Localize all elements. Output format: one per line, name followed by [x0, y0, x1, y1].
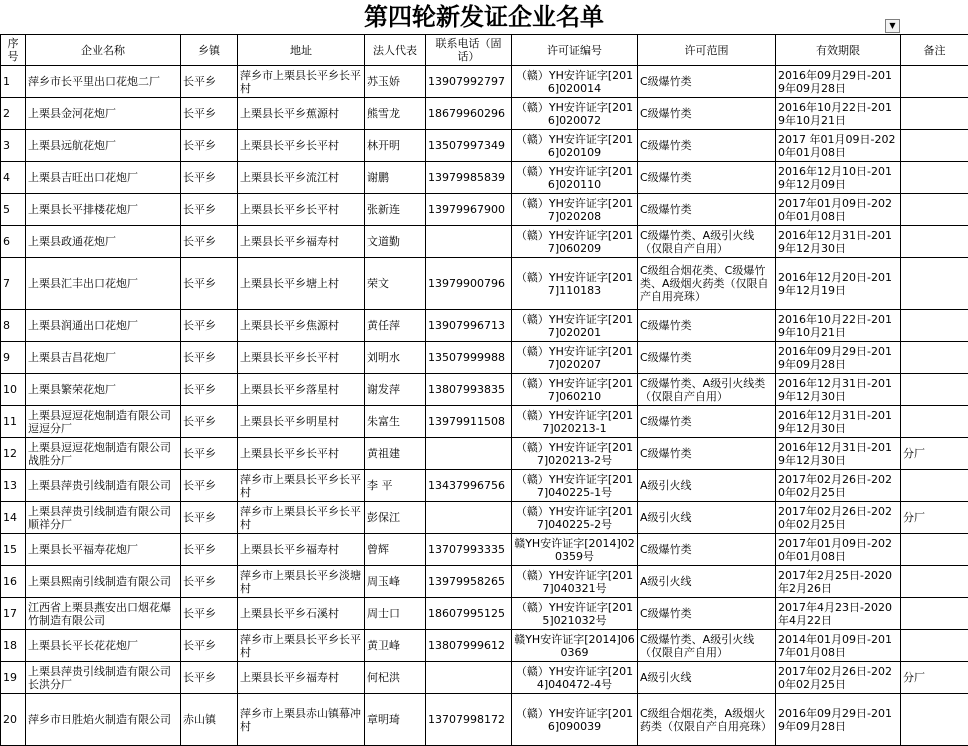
cell-phone[interactable]: 13979900796 — [426, 258, 512, 310]
cell-address[interactable]: 上栗县长平乡石溪村 — [238, 598, 365, 630]
cell-company-name[interactable]: 上栗县远航花炮厂 — [26, 130, 181, 162]
cell-company-name[interactable]: 上栗县金河花炮厂 — [26, 98, 181, 130]
header-rep[interactable]: 法人代表 — [365, 35, 426, 66]
chevron-down-icon: ▼ — [889, 21, 896, 30]
cell-license-no[interactable]: （赣）YH安许证字[2016]090039 — [512, 694, 638, 746]
cell-address[interactable]: 上栗县长平乡焦源村 — [238, 310, 365, 342]
cell-town[interactable]: 长平乡 — [181, 438, 238, 470]
cell-license-no[interactable]: （赣）YH安许证字[2016]020014 — [512, 66, 638, 98]
cell-address[interactable]: 上栗县长平乡长平村 — [238, 438, 365, 470]
cell-address[interactable]: 萍乡市上栗县长平乡淡塘村 — [238, 566, 365, 598]
cell-company-name[interactable]: 上栗县萍贵引线制造有限公司顺祥分厂 — [26, 502, 181, 534]
cell-note[interactable]: 分厂 — [901, 662, 968, 694]
cell-address[interactable]: 萍乡市上栗县长平乡长平村 — [238, 502, 365, 534]
cell-company-name[interactable]: 上栗县熙南引线制造有限公司 — [26, 566, 181, 598]
cell-valid-period[interactable]: 2016年12月10日-2019年12月09日 — [776, 162, 901, 194]
cell-company-name[interactable]: 萍乡市日胜焰火制造有限公司 — [26, 694, 181, 746]
cell-address[interactable]: 萍乡市上栗县长平乡长平村 — [238, 470, 365, 502]
cell-phone[interactable]: 18679960296 — [426, 98, 512, 130]
cell-license-no[interactable]: （赣）YH安许证字[2017]020213-2号 — [512, 438, 638, 470]
cell-license-no[interactable]: （赣）YH安许证字[2016]020072 — [512, 98, 638, 130]
cell-town[interactable]: 长平乡 — [181, 406, 238, 438]
cell-valid-period[interactable]: 2016年12月31日-2019年12月30日 — [776, 438, 901, 470]
table-row — [1, 310, 968, 342]
cell-phone[interactable]: 18607995125 — [426, 598, 512, 630]
cell-company-name[interactable]: 萍乡市长平里出口花炮二厂 — [26, 66, 181, 98]
cell-town[interactable]: 长平乡 — [181, 534, 238, 566]
cell-note[interactable] — [901, 66, 968, 98]
cell-legal-rep[interactable]: 谢发萍 — [365, 374, 426, 406]
cell-valid-period[interactable]: 2016年10月22日-2019年10月21日 — [776, 98, 901, 130]
cell-note[interactable]: 分厂 — [901, 502, 968, 534]
cell-company-name[interactable]: 上栗县逗逗花炮制造有限公司战胜分厂 — [26, 438, 181, 470]
cell-town[interactable]: 长平乡 — [181, 374, 238, 406]
cell-town[interactable]: 长平乡 — [181, 98, 238, 130]
cell-no[interactable]: 8 — [1, 310, 26, 342]
cell-phone[interactable] — [426, 662, 512, 694]
header-phone[interactable]: 联系电话（固话） — [426, 35, 512, 66]
cell-no[interactable]: 5 — [1, 194, 26, 226]
cell-no[interactable]: 4 — [1, 162, 26, 194]
header-address[interactable]: 地址 — [238, 35, 365, 66]
cell-town[interactable]: 长平乡 — [181, 66, 238, 98]
cell-legal-rep[interactable]: 周士口 — [365, 598, 426, 630]
table-row — [1, 130, 968, 162]
cell-company-name[interactable]: 江西省上栗县燕安出口烟花爆竹制造有限公司 — [26, 598, 181, 630]
cell-license-no[interactable]: （赣）YH安许证字[2017]040225-2号 — [512, 502, 638, 534]
table-row — [1, 470, 968, 502]
cell-town[interactable]: 长平乡 — [181, 630, 238, 662]
cell-license-no[interactable]: （赣）YH安许证字[2017]060210 — [512, 374, 638, 406]
cell-phone[interactable]: 13807993835 — [426, 374, 512, 406]
cell-note[interactable] — [901, 534, 968, 566]
cell-legal-rep[interactable]: 谢鹏 — [365, 162, 426, 194]
cell-no[interactable]: 13 — [1, 470, 26, 502]
table-row — [1, 66, 968, 98]
cell-license-no[interactable]: （赣）YH安许证字[2017]110183 — [512, 258, 638, 310]
cell-license-scope[interactable]: C级爆竹类 — [638, 310, 776, 342]
cell-license-no[interactable]: （赣）YH安许证字[2017]020201 — [512, 310, 638, 342]
cell-license-no[interactable]: （赣）YH安许证字[2017]020207 — [512, 342, 638, 374]
cell-phone[interactable]: 13437996756 — [426, 470, 512, 502]
cell-no[interactable]: 14 — [1, 502, 26, 534]
cell-note[interactable] — [901, 694, 968, 746]
cell-valid-period[interactable]: 2017年01月09日-2020年01月08日 — [776, 534, 901, 566]
header-name[interactable]: 企业名称 — [26, 35, 181, 66]
cell-note[interactable] — [901, 598, 968, 630]
cell-note[interactable] — [901, 566, 968, 598]
cell-legal-rep[interactable]: 荣文 — [365, 258, 426, 310]
cell-legal-rep[interactable]: 曾辉 — [365, 534, 426, 566]
cell-license-no[interactable]: 赣YH安许证字[2014]020359号 — [512, 534, 638, 566]
cell-address[interactable]: 上栗县长平乡长平村 — [238, 130, 365, 162]
table-row — [1, 258, 968, 310]
cell-company-name[interactable]: 上栗县繁荣花炮厂 — [26, 374, 181, 406]
cell-phone[interactable]: 13507999988 — [426, 342, 512, 374]
cell-legal-rep[interactable]: 周玉峰 — [365, 566, 426, 598]
cell-phone[interactable]: 13807999612 — [426, 630, 512, 662]
header-no[interactable]: 序号 — [1, 35, 26, 66]
cell-legal-rep[interactable]: 何杞洪 — [365, 662, 426, 694]
cell-license-no[interactable]: （赣）YH安许证字[2017]020213-1 — [512, 406, 638, 438]
cell-valid-period[interactable]: 2016年12月31日-2019年12月30日 — [776, 374, 901, 406]
cell-phone[interactable] — [426, 438, 512, 470]
cell-note[interactable] — [901, 630, 968, 662]
cell-no[interactable]: 17 — [1, 598, 26, 630]
cell-phone[interactable]: 13507997349 — [426, 130, 512, 162]
cell-town[interactable]: 长平乡 — [181, 162, 238, 194]
header-town[interactable]: 乡镇 — [181, 35, 238, 66]
cell-address[interactable]: 上栗县长平乡落星村 — [238, 374, 365, 406]
company-table — [0, 34, 968, 746]
cell-license-no[interactable]: （赣）YH安许证字[2015]021032号 — [512, 598, 638, 630]
cell-company-name[interactable]: 上栗县萍贵引线制造有限公司 — [26, 470, 181, 502]
cell-valid-period[interactable]: 2016年09月29日-2019年09月28日 — [776, 342, 901, 374]
cell-phone[interactable]: 13979911508 — [426, 406, 512, 438]
cell-license-scope[interactable]: C级爆竹类 — [638, 534, 776, 566]
cell-legal-rep[interactable]: 李 平 — [365, 470, 426, 502]
cell-note[interactable] — [901, 342, 968, 374]
cell-note[interactable]: 分厂 — [901, 438, 968, 470]
cell-license-scope[interactable]: C级组合烟花类、C级爆竹类、A级烟火药类（仅限自产自用亮珠） — [638, 258, 776, 310]
cell-license-scope[interactable]: C级爆竹类 — [638, 406, 776, 438]
cell-license-scope[interactable]: C级爆竹类 — [638, 130, 776, 162]
cell-company-name[interactable]: 上栗县润通出口花炮厂 — [26, 310, 181, 342]
cell-legal-rep[interactable]: 熊雪龙 — [365, 98, 426, 130]
cell-license-scope[interactable]: C级爆竹类、A级引火线（仅限自产自用） — [638, 226, 776, 258]
cell-address[interactable]: 上栗县长平乡塘上村 — [238, 258, 365, 310]
sheet-title: 第四轮新发证企业名单 — [364, 2, 604, 31]
cell-legal-rep[interactable]: 张新连 — [365, 194, 426, 226]
cell-license-scope[interactable]: C级爆竹类 — [638, 194, 776, 226]
cell-address[interactable]: 萍乡市上栗县长平乡长平村 — [238, 630, 365, 662]
cell-phone[interactable]: 13707998172 — [426, 694, 512, 746]
cell-note[interactable] — [901, 470, 968, 502]
table-row — [1, 662, 968, 694]
cell-legal-rep[interactable]: 章明琦 — [365, 694, 426, 746]
cell-company-name[interactable]: 上栗县汇丰出口花炮厂 — [26, 258, 181, 310]
cell-valid-period[interactable]: 2017年02月26日-2020年02月25日 — [776, 470, 901, 502]
header-period[interactable]: 有效期限 — [776, 35, 901, 66]
cell-license-no[interactable]: （赣）YH安许证字[2017]040225-1号 — [512, 470, 638, 502]
cell-license-scope[interactable]: A级引火线 — [638, 662, 776, 694]
table-row — [1, 342, 968, 374]
cell-license-scope[interactable]: C级爆竹类 — [638, 342, 776, 374]
table-row — [1, 438, 968, 470]
table-row — [1, 226, 968, 258]
cell-address[interactable]: 萍乡市上栗县长平乡长平村 — [238, 66, 365, 98]
cell-address[interactable]: 上栗县长平乡流江村 — [238, 162, 365, 194]
cell-no[interactable]: 9 — [1, 342, 26, 374]
cell-valid-period[interactable]: 2017年2月25日-2020年2月26日 — [776, 566, 901, 598]
table-row — [1, 374, 968, 406]
header-scope[interactable]: 许可范围 — [638, 35, 776, 66]
cell-valid-period[interactable]: 2017年4月23日-2020年4月22日 — [776, 598, 901, 630]
cell-phone[interactable]: 13707993335 — [426, 534, 512, 566]
cell-no[interactable]: 20 — [1, 694, 26, 746]
cell-company-name[interactable]: 上栗县长平福寿花炮厂 — [26, 534, 181, 566]
cell-license-scope[interactable]: C级组合烟花类，A级烟火药类（仅限自产自用亮珠） — [638, 694, 776, 746]
cell-license-scope[interactable]: C级爆竹类、A级引火线（仅限自产自用） — [638, 630, 776, 662]
cell-town[interactable]: 长平乡 — [181, 470, 238, 502]
cell-town[interactable]: 长平乡 — [181, 258, 238, 310]
cell-no[interactable]: 6 — [1, 226, 26, 258]
cell-phone[interactable]: 13979958265 — [426, 566, 512, 598]
cell-legal-rep[interactable]: 林开明 — [365, 130, 426, 162]
cell-no[interactable]: 18 — [1, 630, 26, 662]
cell-legal-rep[interactable]: 文道勤 — [365, 226, 426, 258]
cell-license-scope[interactable]: C级爆竹类 — [638, 98, 776, 130]
cell-address[interactable]: 萍乡市上栗县赤山镇幕冲村 — [238, 694, 365, 746]
cell-note[interactable] — [901, 130, 968, 162]
cell-no[interactable]: 1 — [1, 66, 26, 98]
cell-valid-period[interactable]: 2016年12月31日-2019年12月30日 — [776, 226, 901, 258]
header-row — [1, 35, 968, 66]
cell-license-no[interactable]: （赣）YH安许证字[2017]060209 — [512, 226, 638, 258]
cell-license-scope[interactable]: C级爆竹类 — [638, 162, 776, 194]
cell-valid-period[interactable]: 2017年01月09日-2020年01月08日 — [776, 194, 901, 226]
cell-license-no[interactable]: （赣）YH安许证字[2017]040321号 — [512, 566, 638, 598]
cell-company-name[interactable]: 上栗县吉旺出口花炮厂 — [26, 162, 181, 194]
table-row — [1, 194, 968, 226]
cell-phone[interactable] — [426, 226, 512, 258]
cell-phone[interactable]: 13979967900 — [426, 194, 512, 226]
cell-license-no[interactable]: （赣）YH安许证字[2016]020110 — [512, 162, 638, 194]
cell-license-scope[interactable]: A级引火线 — [638, 470, 776, 502]
cell-legal-rep[interactable]: 黄任萍 — [365, 310, 426, 342]
cell-no[interactable]: 19 — [1, 662, 26, 694]
cell-license-no[interactable]: （赣）YH安许证字[2016]020109 — [512, 130, 638, 162]
cell-town[interactable]: 长平乡 — [181, 310, 238, 342]
cell-company-name[interactable]: 上栗县长平排楼花炮厂 — [26, 194, 181, 226]
cell-license-scope[interactable]: C级爆竹类、A级引火线类（仅限自产自用） — [638, 374, 776, 406]
cell-note[interactable] — [901, 162, 968, 194]
table-row — [1, 502, 968, 534]
cell-note[interactable] — [901, 98, 968, 130]
cell-town[interactable]: 长平乡 — [181, 598, 238, 630]
cell-license-scope[interactable]: C级爆竹类 — [638, 438, 776, 470]
cell-note[interactable] — [901, 310, 968, 342]
cell-legal-rep[interactable]: 刘明水 — [365, 342, 426, 374]
cell-note[interactable] — [901, 226, 968, 258]
cell-license-no[interactable]: （赣）YH安许证字[2014]040472-4号 — [512, 662, 638, 694]
table-row — [1, 534, 968, 566]
cell-town[interactable]: 长平乡 — [181, 502, 238, 534]
cell-note[interactable] — [901, 194, 968, 226]
cell-address[interactable]: 上栗县长平乡福寿村 — [238, 226, 365, 258]
cell-town[interactable]: 长平乡 — [181, 194, 238, 226]
cell-town[interactable]: 长平乡 — [181, 226, 238, 258]
cell-legal-rep[interactable]: 黄卫峰 — [365, 630, 426, 662]
cell-no[interactable]: 16 — [1, 566, 26, 598]
table-row — [1, 98, 968, 130]
cell-address[interactable]: 上栗县长平乡长平村 — [238, 194, 365, 226]
cell-address[interactable]: 上栗县长平乡长平村 — [238, 342, 365, 374]
cell-valid-period[interactable]: 2016年09月29日-2019年09月28日 — [776, 66, 901, 98]
cell-valid-period[interactable]: 2017年02月26日-2020年02月25日 — [776, 502, 901, 534]
cell-company-name[interactable]: 上栗县吉昌花炮厂 — [26, 342, 181, 374]
cell-license-scope[interactable]: C级爆竹类 — [638, 66, 776, 98]
cell-legal-rep[interactable]: 朱富生 — [365, 406, 426, 438]
cell-legal-rep[interactable]: 黄祖建 — [365, 438, 426, 470]
cell-valid-period[interactable]: 2017年02月26日-2020年02月25日 — [776, 662, 901, 694]
table-row — [1, 162, 968, 194]
cell-phone[interactable] — [426, 502, 512, 534]
header-license[interactable]: 许可证编号 — [512, 35, 638, 66]
cell-no[interactable]: 3 — [1, 130, 26, 162]
cell-valid-period[interactable]: 2016年10月22日-2019年10月21日 — [776, 310, 901, 342]
cell-no[interactable]: 12 — [1, 438, 26, 470]
cell-town[interactable]: 长平乡 — [181, 662, 238, 694]
cell-no[interactable]: 2 — [1, 98, 26, 130]
cell-note[interactable] — [901, 406, 968, 438]
cell-company-name[interactable]: 上栗县萍贵引线制造有限公司长洪分厂 — [26, 662, 181, 694]
header-note[interactable]: 备注 — [901, 35, 968, 66]
cell-phone[interactable]: 13979985839 — [426, 162, 512, 194]
cell-no[interactable]: 15 — [1, 534, 26, 566]
table-row — [1, 598, 968, 630]
cell-no[interactable]: 10 — [1, 374, 26, 406]
cell-town[interactable]: 长平乡 — [181, 130, 238, 162]
cell-note[interactable] — [901, 374, 968, 406]
table-row — [1, 694, 968, 746]
cell-address[interactable]: 上栗县长平乡明星村 — [238, 406, 365, 438]
cell-legal-rep[interactable]: 苏玉娇 — [365, 66, 426, 98]
cell-company-name[interactable]: 上栗县政通花炮厂 — [26, 226, 181, 258]
table-row — [1, 566, 968, 598]
table-row — [1, 406, 968, 438]
cell-legal-rep[interactable]: 彭保江 — [365, 502, 426, 534]
cell-town[interactable]: 长平乡 — [181, 566, 238, 598]
cell-company-name[interactable]: 上栗县逗逗花炮制造有限公司逗逗分厂 — [26, 406, 181, 438]
cell-company-name[interactable]: 上栗县长平长花花炮厂 — [26, 630, 181, 662]
cell-valid-period[interactable]: 2016年09月29日-2019年09月28日 — [776, 694, 901, 746]
cell-license-scope[interactable]: C级爆竹类 — [638, 598, 776, 630]
cell-phone[interactable]: 13907992797 — [426, 66, 512, 98]
cell-valid-period[interactable]: 2016年12月20日-2019年12月19日 — [776, 258, 901, 310]
cell-town[interactable]: 赤山镇 — [181, 694, 238, 746]
cell-note[interactable] — [901, 258, 968, 310]
cell-license-scope[interactable]: A级引火线 — [638, 502, 776, 534]
cell-license-no[interactable]: （赣）YH安许证字[2017]020208 — [512, 194, 638, 226]
cell-valid-period[interactable]: 2017 年01月09日-2020年01月08日 — [776, 130, 901, 162]
cell-license-scope[interactable]: A级引火线 — [638, 566, 776, 598]
cell-town[interactable]: 长平乡 — [181, 342, 238, 374]
cell-valid-period[interactable]: 2014年01月09日-2017年01月08日 — [776, 630, 901, 662]
cell-address[interactable]: 上栗县长平乡福寿村 — [238, 534, 365, 566]
cell-phone[interactable]: 13907996713 — [426, 310, 512, 342]
cell-address[interactable]: 上栗县长平乡蕉源村 — [238, 98, 365, 130]
filter-dropdown-button[interactable] — [885, 19, 900, 33]
cell-address[interactable]: 上栗县长平乡福寿村 — [238, 662, 365, 694]
cell-no[interactable]: 7 — [1, 258, 26, 310]
table-row — [1, 630, 968, 662]
cell-license-no[interactable]: 赣YH安许证字[2014]060369 — [512, 630, 638, 662]
cell-no[interactable]: 11 — [1, 406, 26, 438]
cell-valid-period[interactable]: 2016年12月31日-2019年12月30日 — [776, 406, 901, 438]
